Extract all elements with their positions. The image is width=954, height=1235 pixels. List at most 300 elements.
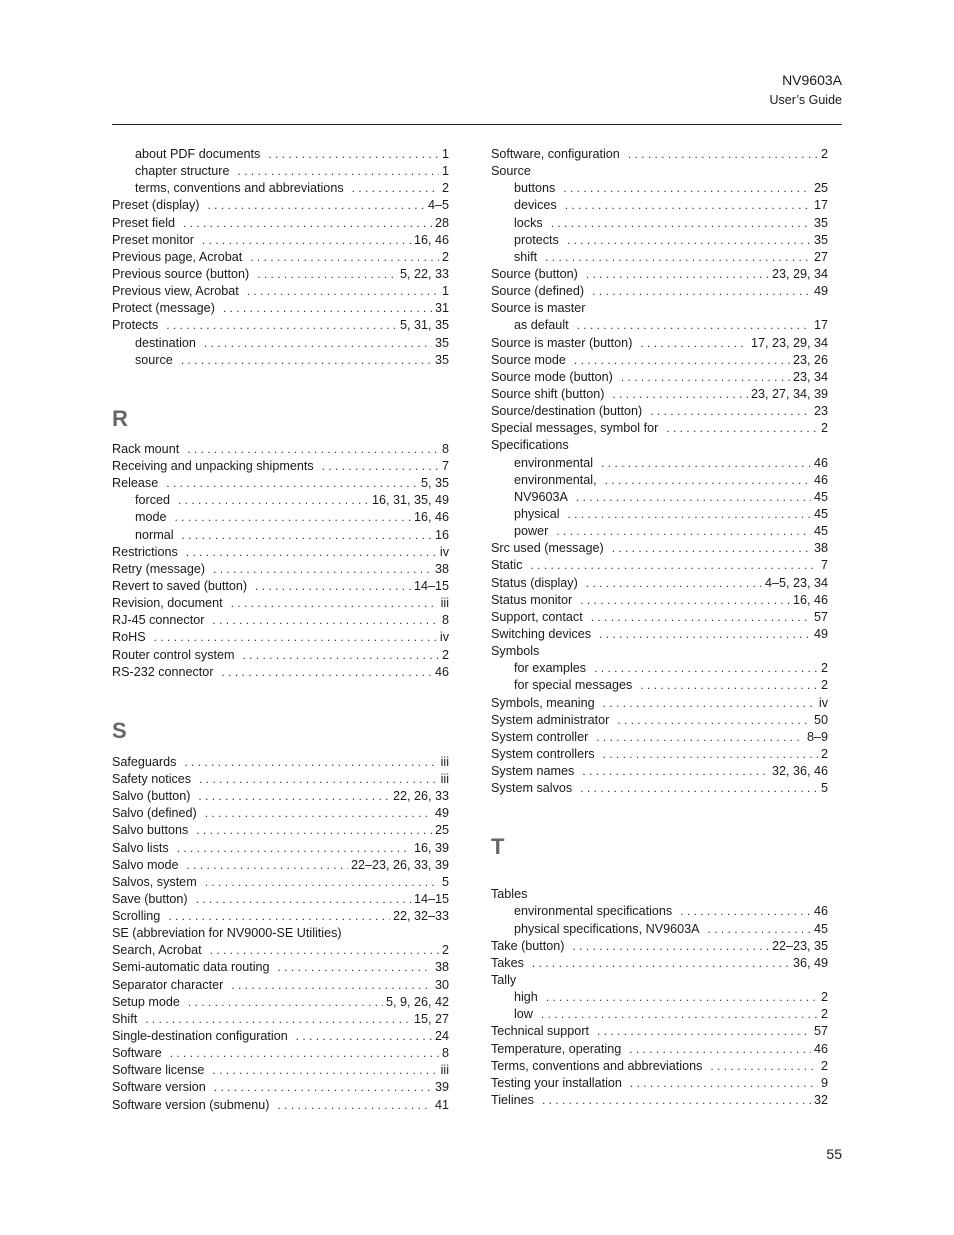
index-term: Support, contact [491,609,583,624]
index-term: Takes [491,955,524,970]
index-entry [491,540,828,557]
index-page-refs: 16 [434,527,449,542]
index-term: Protects [112,318,159,333]
dot-leader [231,977,432,994]
dot-leader [213,561,432,578]
index-page-refs: 5, 31, 35 [399,318,449,333]
index-page-refs: 9 [820,1075,828,1090]
dot-leader [601,455,811,472]
index-page-refs: 22–23, 26, 33, 39 [350,857,449,872]
index-entry [112,249,449,266]
index-page-refs: 57 [813,609,828,624]
index-page-refs: 27 [813,249,828,264]
index-term: Salvo (button) [112,789,191,804]
index-entry [112,874,449,891]
index-term: Source mode [491,352,566,367]
index-term: Take (button) [491,938,565,953]
dot-leader [322,458,439,475]
dot-leader [605,472,811,489]
dot-leader [278,1097,432,1114]
dot-leader [187,857,348,874]
index-entry [112,215,449,232]
index-subentry [491,677,828,694]
dot-leader [255,578,411,595]
dot-leader [145,1011,411,1028]
index-entry [112,805,449,822]
dot-leader [630,1075,818,1092]
dot-leader [205,805,432,822]
dot-leader [594,660,818,677]
index-term: protects [514,232,559,247]
index-entry [112,458,449,475]
dot-leader [628,146,818,163]
index-entry [491,283,828,300]
index-entry [491,780,828,797]
index-term: Symbols, meaning [491,695,595,710]
dot-leader [296,1028,432,1045]
index-term: Salvos, system [112,874,197,889]
index-page-refs: 8–9 [806,729,828,744]
index-subentry [491,455,828,472]
dot-leader [592,283,811,300]
index-term: about PDF documents [135,147,261,161]
index-term: Salvo lists [112,840,169,855]
index-subentry [112,527,449,544]
index-term: normal [135,527,174,542]
index-term: RJ-45 connector [112,613,205,628]
index-entry [491,746,828,763]
index-entry [112,266,449,283]
index-term: System names [491,764,575,779]
index-column-right [491,146,828,1109]
index-term: Safety notices [112,771,192,786]
index-term: Special messages, symbol for [491,421,659,436]
index-term: environmental, [514,472,597,487]
index-group [112,146,449,369]
dot-leader [603,746,818,763]
index-page-refs: 8 [441,613,449,628]
index-term: Revert to saved (button) [112,578,248,593]
index-entry [491,763,828,780]
dot-leader [573,938,769,955]
index-term: Testing your installation [491,1075,622,1090]
index-subentry [491,903,828,920]
index-subentry [491,215,828,232]
index-entry [491,1075,828,1092]
index-page-refs: iv [439,630,449,645]
index-entry [491,163,828,180]
dot-leader [599,626,811,643]
index-subentry [491,232,828,249]
index-page-refs: iii [440,754,449,769]
index-term: Restrictions [112,544,178,559]
index-subentry [491,472,828,489]
index-term: Single-destination configuration [112,1029,288,1044]
dot-leader [574,352,790,369]
index-subentry [112,509,449,526]
index-page-refs: 23, 27, 34, 39 [750,386,828,401]
index-term: Tally [491,973,517,988]
index-page-refs: 2 [441,943,449,958]
dot-leader [223,300,432,317]
index-entry [112,788,449,805]
index-entry [112,1062,449,1079]
index-page-refs: 23, 26 [792,352,828,367]
index-term: as default [514,318,569,333]
index-entry [491,592,828,609]
index-subentry [112,492,449,509]
index-entry [491,557,828,574]
index-entry [112,754,449,771]
index-subentry [491,197,828,214]
index-term: buttons [514,181,556,196]
index-entry [491,437,828,454]
index-entry [112,891,449,908]
dot-leader [257,266,397,283]
index-entry [112,925,449,942]
dot-leader [175,509,411,526]
index-page-refs: 4–5 [427,198,449,213]
index-term: forced [135,493,171,508]
index-page-refs: 16, 46 [413,232,449,247]
index-entry [491,712,828,729]
index-term: Safeguards [112,754,177,769]
index-page-refs: 2 [441,181,449,196]
dot-leader [196,822,432,839]
dot-leader [586,575,762,592]
index-page-refs: 1 [441,147,449,161]
index-term: low [514,1007,533,1022]
index-page-refs: iv [439,544,449,559]
index-page-refs: 2 [820,746,828,761]
index-subentry [491,660,828,677]
index-page-refs: 2 [441,249,449,264]
index-entry [112,544,449,561]
index-term: environmental specifications [514,904,673,919]
index-entry [112,959,449,976]
dot-leader [612,386,748,403]
dot-leader [612,540,811,557]
index-entry [112,822,449,839]
index-page-refs: iii [440,1063,449,1078]
index-subentry [112,180,449,197]
dot-leader [212,1062,437,1079]
index-term: Specifications [491,438,569,453]
index-page-refs: 45 [813,524,828,539]
index-page-refs: 41 [434,1097,449,1112]
index-term: shift [514,249,538,264]
index-page-refs: 39 [434,1080,449,1095]
index-group [112,441,449,681]
dot-leader [247,283,439,300]
dot-leader [551,215,811,232]
index-term: System salvos [491,781,573,796]
index-page-refs: 46 [813,455,828,470]
index-entry [112,1011,449,1028]
index-entry [112,647,449,664]
index-term: physical [514,506,560,521]
index-entry [491,369,828,386]
index-entry [491,886,828,903]
index-group [112,754,449,1114]
index-entry [491,1058,828,1075]
index-term: Source (defined) [491,284,585,299]
index-page-refs: 38 [434,960,449,975]
index-term: System controllers [491,746,595,761]
dot-leader [196,891,411,908]
index-page-refs: 5 [820,781,828,796]
dot-leader [204,335,432,352]
index-term: Scrolling [112,909,161,924]
dot-leader [205,874,439,891]
index-term: NV9603A [514,489,568,504]
index-group [491,886,828,1109]
index-page-refs: 49 [813,626,828,641]
dot-leader [238,163,439,180]
index-subentry [491,180,828,197]
index-term: Software [112,1046,162,1061]
dot-leader [188,994,383,1011]
dot-leader [250,249,439,266]
index-entry [112,994,449,1011]
dot-leader [617,712,811,729]
index-page-refs: 16, 46 [792,592,828,607]
index-term: power [514,524,549,539]
index-term: Preset field [112,215,175,230]
index-page-refs: iii [440,771,449,786]
index-page-refs: 2 [820,421,828,436]
index-page-refs: iii [440,596,449,611]
index-page-refs: 50 [813,712,828,727]
index-page-refs: 49 [813,284,828,299]
index-term: Software, configuration [491,147,620,161]
index-page-refs: 1 [441,284,449,299]
index-term: System administrator [491,712,610,727]
index-term: Software version [112,1080,206,1095]
dot-leader [597,1023,811,1040]
index-subentry [491,989,828,1006]
index-term: Separator character [112,977,224,992]
index-term: RoHS [112,630,146,645]
index-page-refs: 45 [813,921,828,936]
index-page-refs: 8 [441,441,449,456]
index-term: Salvo mode [112,857,179,872]
dot-leader [202,232,411,249]
dot-leader [208,197,425,214]
dot-leader [621,369,790,386]
index-page-refs: 31 [434,301,449,316]
header-rule [112,124,842,125]
index-entry [491,1041,828,1058]
dot-leader [565,197,811,214]
section-letter-r: R [112,405,128,431]
index-entry [112,283,449,300]
index-term: Rack mount [112,441,180,456]
index-page-refs: 7 [820,558,828,573]
index-page-refs: 2 [820,990,828,1005]
index-page-refs: 45 [813,506,828,521]
index-term: Temperature, operating [491,1041,622,1056]
index-page-refs: 46 [813,904,828,919]
dot-leader [166,317,397,334]
index-entry [491,146,828,163]
index-term: locks [514,215,543,230]
index-page-refs: 23, 29, 34 [771,266,828,281]
index-page-refs: 28 [434,215,449,230]
dot-leader [168,908,390,925]
index-entry [491,335,828,352]
index-page-refs: 46 [813,472,828,487]
product-name: NV9603A [782,72,842,88]
index-term: Source/destination (button) [491,404,643,419]
index-entry [491,575,828,592]
index-page-refs: 8 [441,1046,449,1061]
dot-leader [182,527,432,544]
index-page-refs: 17, 23, 29, 34 [750,335,828,350]
index-term: Previous page, Acrobat [112,249,243,264]
index-entry [112,629,449,646]
index-group [491,146,828,797]
dot-leader [603,695,816,712]
index-entry [112,232,449,249]
index-entry [491,626,828,643]
index-page-refs: 17 [813,198,828,213]
dot-leader [210,942,439,959]
index-entry [112,475,449,492]
index-term: Source mode (button) [491,369,613,384]
index-page-refs: 16, 39 [413,840,449,855]
index-term: SE (abbreviation for NV9000-SE Utilities) [112,926,342,941]
index-page-refs: 57 [813,1024,828,1039]
index-term: System controller [491,729,589,744]
index-entry [491,266,828,283]
index-entry [491,938,828,955]
index-term: Previous source (button) [112,266,250,281]
index-page-refs: 22, 26, 33 [392,789,449,804]
index-entry [112,612,449,629]
index-subentry [491,249,828,266]
index-entry [491,609,828,626]
index-column-left [112,146,449,1114]
index-term: Salvo buttons [112,823,189,838]
index-term: chapter structure [135,164,230,179]
dot-leader [198,788,390,805]
dot-leader [199,771,437,788]
dot-leader [352,180,439,197]
index-entry [112,664,449,681]
index-term: Router control system [112,647,235,662]
index-entry [112,857,449,874]
dot-leader [708,921,811,938]
index-page-refs: 2 [441,647,449,662]
dot-leader [531,557,818,574]
index-page-refs: 35 [813,215,828,230]
index-entry [491,300,828,317]
index-page-refs: 5, 35 [420,476,449,491]
index-entry [112,977,449,994]
dot-leader [212,612,439,629]
index-page-refs: 32, 36, 46 [771,764,828,779]
index-entry [112,1045,449,1062]
section-letter-s: S [112,717,127,743]
index-term: Shift [112,1011,138,1026]
index-term: Tielines [491,1093,534,1108]
index-term: Software license [112,1063,205,1078]
index-term: Release [112,476,159,491]
index-page-refs: 38 [813,541,828,556]
index-entry [112,1079,449,1096]
index-subentry [491,1006,828,1023]
index-page-refs: 22–23, 35 [771,938,828,953]
index-page-refs: 38 [434,561,449,576]
index-page-refs: 46 [434,664,449,679]
index-term: devices [514,198,557,213]
index-page-refs: 14–15 [413,578,449,593]
index-page-refs: 23, 34 [792,369,828,384]
index-term: Status monitor [491,592,573,607]
index-page-refs: 4–5, 23, 34 [764,575,828,590]
index-subentry [491,523,828,540]
index-term: Terms, conventions and abbreviations [491,1058,703,1073]
dot-leader [542,1092,811,1109]
dot-leader [580,780,818,797]
section-letter-t: T [491,834,505,860]
dot-leader [541,1006,818,1023]
index-page-refs: 17 [813,318,828,333]
index-subentry [491,921,828,938]
index-page-refs: 16, 31, 35, 49 [371,493,449,508]
index-page-refs: iv [818,695,828,710]
index-term: Tables [491,887,528,902]
index-entry [112,317,449,334]
index-term: Previous view, Acrobat [112,284,239,299]
index-entry [491,643,828,660]
index-term: Technical support [491,1024,590,1039]
index-term: Salvo (defined) [112,806,197,821]
index-term: environmental [514,455,594,470]
index-term: Source [491,164,531,179]
dot-leader [183,215,432,232]
index-term: Source is master [491,301,586,316]
index-term: Source is master (button) [491,335,633,350]
index-page-refs: 49 [434,806,449,821]
index-page-refs: 1 [441,164,449,179]
index-term: Protect (message) [112,301,215,316]
index-subentry [112,163,449,180]
index-subentry [491,317,828,334]
index-term: physical specifications, NV9603A [514,921,700,936]
index-term: Preset monitor [112,232,194,247]
dot-leader [184,754,437,771]
index-page-refs: 15, 27 [413,1011,449,1026]
dot-leader [580,592,790,609]
index-term: Search, Acrobat [112,943,202,958]
index-page-refs: 7 [441,458,449,473]
dot-leader [568,506,811,523]
index-page-refs: 32 [813,1093,828,1108]
dot-leader [591,609,811,626]
dot-leader [170,1045,439,1062]
index-entry [491,352,828,369]
dot-leader [582,763,769,780]
index-page-refs: 36, 49 [792,955,828,970]
index-entry [112,441,449,458]
dot-leader [650,403,811,420]
dot-leader [586,266,769,283]
index-page-refs: 25 [434,823,449,838]
index-page-refs: 2 [820,1007,828,1022]
index-page-refs: 22, 32–33 [392,909,449,924]
